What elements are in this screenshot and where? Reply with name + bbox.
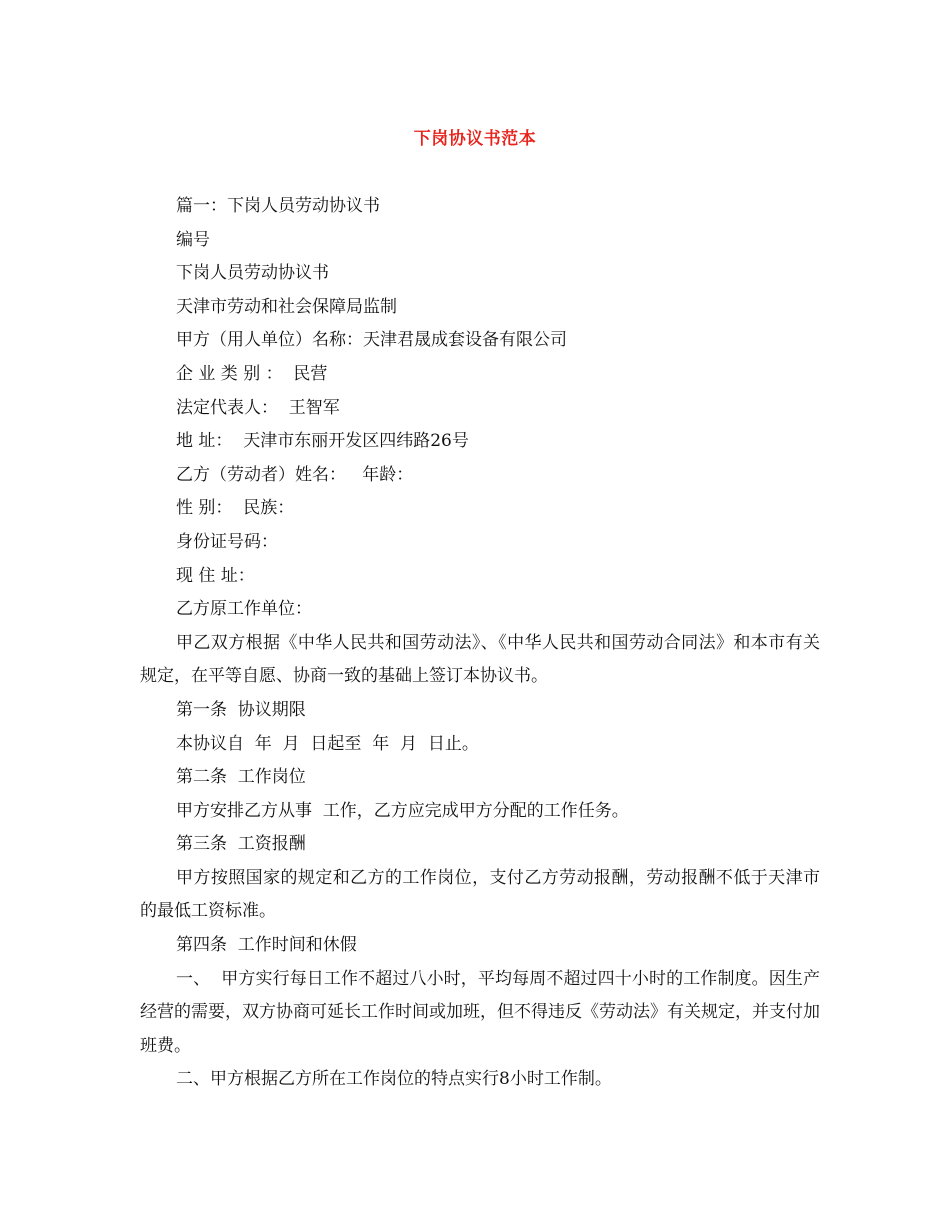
paragraph: 企 业 类 别 ： 民营 — [176, 363, 328, 384]
paragraph: 甲方按照国家的规定和乙方的工作岗位，支付乙方劳动报酬，劳动报酬不低于天津市的最低工资标准。 — [140, 867, 820, 922]
paragraph: 第二条 工作岗位 — [176, 767, 306, 788]
paragraph: 第一条 协议期限 — [176, 699, 306, 720]
paragraph: 第四条 工作时间和休假 — [176, 935, 357, 956]
paragraph: 一、 甲方实行每日工作不超过八小时，平均每周不超过四十小时的工作制度。因生产经营的需要，双方协商可延长工作时间或加班，但不得违反《劳动法》有关规定，并支付加班费。 — [140, 968, 820, 1056]
paragraph: 现 住 址： — [176, 565, 255, 586]
paragraph: 二、甲方根据乙方所在工作岗位的特点实行8小时工作制。 — [176, 1069, 612, 1090]
paragraph: 编号 — [176, 229, 210, 250]
paragraph: 甲乙双方根据《中华人民共和国劳动法》、《中华人民共和国劳动合同法》和本市有关规定，在平等自愿、协商一致的基础上签订本协议书。 — [140, 632, 820, 687]
paragraph: 篇一：下岗人员劳动协议书 — [176, 196, 380, 216]
paragraph: 第三条 工资报酬 — [176, 834, 306, 855]
paragraph: 乙方原工作单位： — [176, 599, 312, 620]
paragraph: 下岗人员劳动协议书 — [176, 263, 329, 284]
paragraph: 本协议自 年 月 日起至 年 月 日止。 — [176, 733, 479, 754]
paragraph: 性 别： 民族： — [176, 498, 295, 519]
paragraph: 地 址： 天津市东丽开发区四纬路26号 — [176, 431, 469, 452]
paragraph: 法定代表人： 王智军 — [176, 397, 340, 418]
paragraph: 身份证号码： — [176, 531, 278, 552]
paragraph: 甲方（用人单位）名称：天津君晟成套设备有限公司 — [176, 330, 567, 351]
document-body — [140, 190, 820, 1097]
document-title: 下岗协议书范本 — [413, 129, 537, 149]
paragraph: 甲方安排乙方从事 工作，乙方应完成甲方分配的工作任务。 — [176, 800, 629, 821]
paragraph: 天津市劳动和社会保障局监制 — [176, 296, 397, 317]
paragraph: 乙方（劳动者）姓名： 年龄： — [176, 464, 414, 485]
